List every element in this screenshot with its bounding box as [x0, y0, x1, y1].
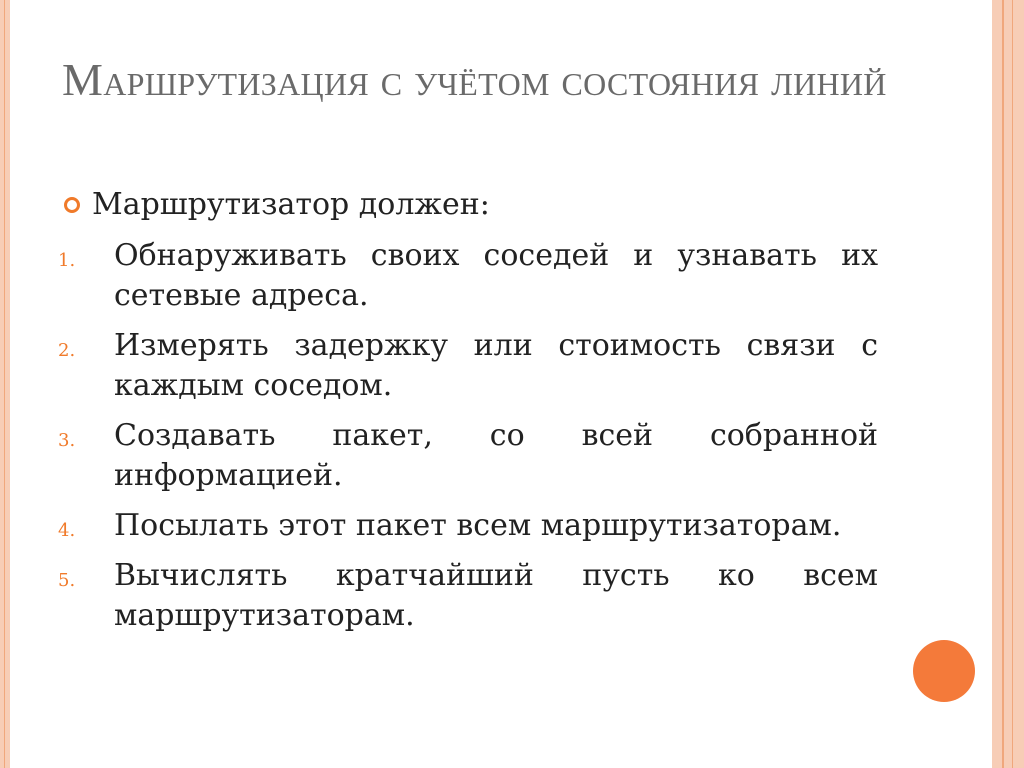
list-item — [58, 506, 878, 546]
list-item — [58, 236, 878, 316]
left-border-line — [4, 0, 5, 768]
list-item — [58, 556, 878, 636]
list-item-number: 1. — [58, 250, 76, 271]
list-item-text: Обнаруживать своих соседей и узнавать их сетевые адреса. — [114, 238, 878, 313]
lead-bullet — [58, 186, 878, 224]
list-item — [58, 326, 878, 406]
list-item — [58, 416, 878, 496]
slide-title: Маршрутизация с учётом состояния линий — [62, 54, 887, 105]
list-item-text: Вычислять кратчайший пусть ко всем маршрутизаторам. — [114, 558, 878, 633]
decorative-orange-circle — [913, 640, 975, 702]
list-item-number: 3. — [58, 430, 76, 451]
list-item-number: 2. — [58, 340, 76, 361]
right-stripe-2 — [992, 0, 1002, 768]
right-stripes-decoration — [984, 0, 1024, 768]
left-border-decoration — [0, 0, 10, 768]
list-item-text: Посылать этот пакет всем маршрутизаторам. — [114, 508, 842, 543]
list-item-text: Создавать пакет, со всей собранной информацией. — [114, 418, 878, 493]
right-stripe-6 — [1013, 0, 1024, 768]
list-item-text: Измерять задержку или стоимость связи с каждым соседом. — [114, 328, 878, 403]
list-item-number: 5. — [58, 570, 76, 591]
right-stripe-4 — [1004, 0, 1012, 768]
lead-text: Маршрутизатор должен: — [92, 187, 490, 222]
ring-bullet-icon — [64, 197, 80, 213]
right-stripe-1 — [984, 0, 992, 768]
list-item-number: 4. — [58, 520, 76, 541]
slide-content — [58, 186, 878, 646]
